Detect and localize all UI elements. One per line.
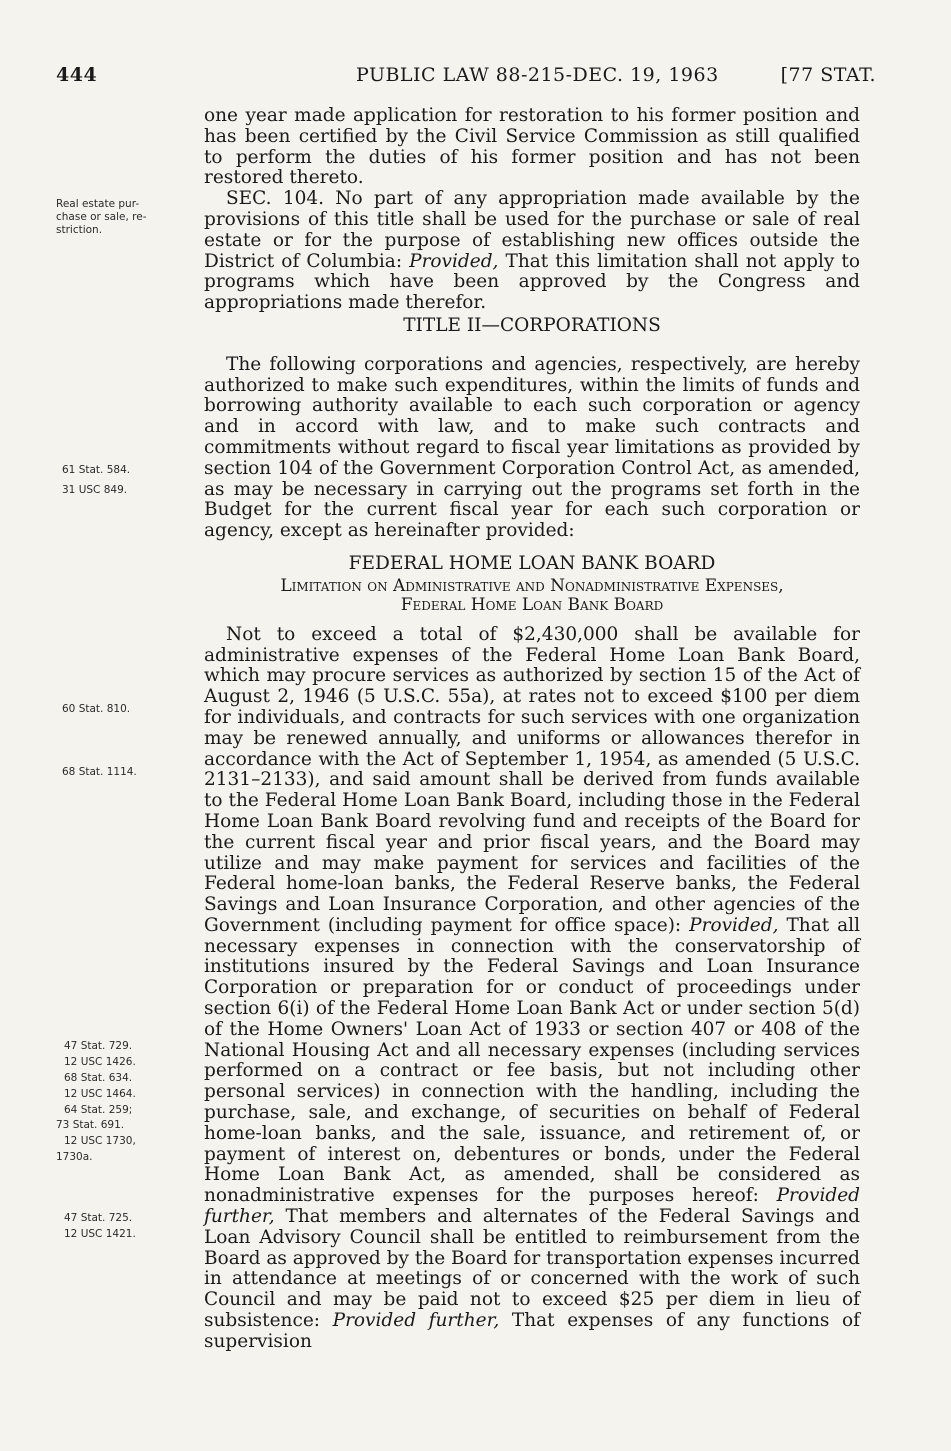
appropriation-paragraph — [204, 625, 860, 1353]
paragraph-text: That this limitation shall not apply to programs which have been approved by the Congress and appropriations made therefor. — [204, 250, 860, 314]
margin-note: 68 Stat. 1114. — [62, 766, 137, 778]
paragraph-continuation: one year made application for restoration to his former position and has been certified by the Civil Service Commission as still qualified to perform the duties of his former position and has not been restored thereto. — [204, 105, 860, 189]
margin-note: 68 Stat. 634. — [64, 1072, 133, 1084]
limitation-heading-line: Federal Home Loan Bank Board — [400, 594, 664, 615]
corporations-paragraph: The following corporations and agencies, respectively, are hereby authorized to make such expenditures, within the limits of funds and borrowing authority available to each such corporation or agency and in accord with law, and to make such contracts and commitments without regard to fiscal year limitations as provided by section 104 of the Government Corporation Control Act, as amended, as may be necessary in carrying out the programs set forth in the Budget for the current fiscal year for each such corporation or agency, except as hereinafter provided: — [204, 353, 860, 542]
margin-note: 47 Stat. 729. — [64, 1040, 133, 1052]
margin-note: 31 USC 849. — [62, 484, 128, 496]
provided-proviso: Provided, — [409, 250, 499, 272]
limitation-heading-line: Limitation on Administrative and Nonadministrative Expenses, — [280, 575, 784, 596]
agency-heading: FEDERAL HOME LOAN BANK BOARD — [348, 552, 716, 574]
margin-note: chase or sale, re- — [56, 211, 147, 223]
paragraph-text: That members and alternates of the Federal Savings and Loan Advisory Council shall be entitled to reimbursement from the Board as approved by the Board for transportation expenses incurred in attendance at meetings of or concerned with the work of such Council and may be paid not to exceed $25 per diem in lieu of subsistence: — [204, 1206, 860, 1332]
provided-proviso: Provided, — [689, 914, 779, 936]
margin-note: 12 USC 1730, — [64, 1135, 136, 1147]
section-label: SEC. 104. — [226, 188, 325, 210]
limitation-heading — [204, 577, 860, 615]
paragraph-text: Not to exceed a total of $2,430,000 shall be available for administrative expenses of the Federal Home Loan Bank Board, which may procure services as authorized by section 15 of the Act of August 2, 1946 (5 U.S.C. 55a), at rates not to exceed $100 per diem for individuals, and contracts for such services with one organization may be renewed annually, and uniforms or allowances therefor in accordance with the Act of September 1, 1954, as amended (5 U.S.C. 2131–2133), and said amount shall be derived from funds available to the Federal Home Loan Bank Board, including those in the Federal Home Loan Bank Board revolving fund and receipts of the Board for the current fiscal year and prior fiscal years, and the Board may utilize and may make payment for services and facilities of the Federal home-loan banks, the Federal Reserve banks, the Federal Savings and Loan Insurance Corporation, and other agencies of the Government (including payment for office space): — [204, 623, 860, 936]
margin-note: 60 Stat. 810. — [62, 703, 131, 715]
provided-proviso: Provided further, — [204, 1185, 860, 1228]
margin-note: Real estate pur- — [56, 198, 140, 210]
margin-note: 61 Stat. 584. — [62, 464, 131, 476]
paragraph-text: That all necessary expenses in connection with the conservatorship of institutions insured by the Federal Savings and Loan Insurance Corporation or preparation for or conduct of proceedings under section 6(i) of the Federal Home Loan Bank Act or under section 5(d) of the Home Owners' Loan Act of 1933 or section 407 or 408 of the National Housing Act and all necessary expenses (including services performed on a contract or fee basis, but not including other personal services) in connection with the handling, including the purchase, sale, and exchange, of securities on behalf of Federal home-loan banks, and the sale, issuance, and retirement of, or payment of interest on, debentures or bonds, under the Federal Home Loan Bank Act, as amended, shall be considered as nonadministrative expenses for the purposes hereof: — [204, 914, 860, 1207]
provided-proviso: Provided further, — [332, 1310, 500, 1332]
paragraph-text: That expenses of any functions of supervision — [204, 1310, 860, 1352]
paragraph-text: No part of any appropriation made available by the provisions of this title shall be used for the purchase or sale of real estate or for the purpose of establishing new offices outside the District of Columbia: — [204, 188, 860, 272]
title-heading: TITLE II—CORPORATIONS — [403, 314, 661, 336]
page-number: 444 — [56, 64, 98, 86]
page-header — [56, 64, 876, 92]
margin-note: 64 Stat. 259; — [64, 1104, 133, 1116]
statute-body — [204, 106, 860, 1353]
margin-note: 12 USC 1426. — [64, 1056, 136, 1068]
section-104-paragraph — [204, 189, 860, 314]
margin-note: striction. — [56, 224, 103, 236]
margin-note: 47 Stat. 725. — [64, 1212, 133, 1224]
margin-note: 12 USC 1464. — [64, 1088, 136, 1100]
volume-reference: [77 STAT. — [780, 64, 876, 86]
margin-note: 73 Stat. 691. — [56, 1119, 125, 1131]
margin-note: 1730a. — [56, 1151, 93, 1163]
margin-note: 12 USC 1421. — [64, 1228, 136, 1240]
running-title: PUBLIC LAW 88-215-DEC. 19, 1963 — [356, 64, 719, 86]
